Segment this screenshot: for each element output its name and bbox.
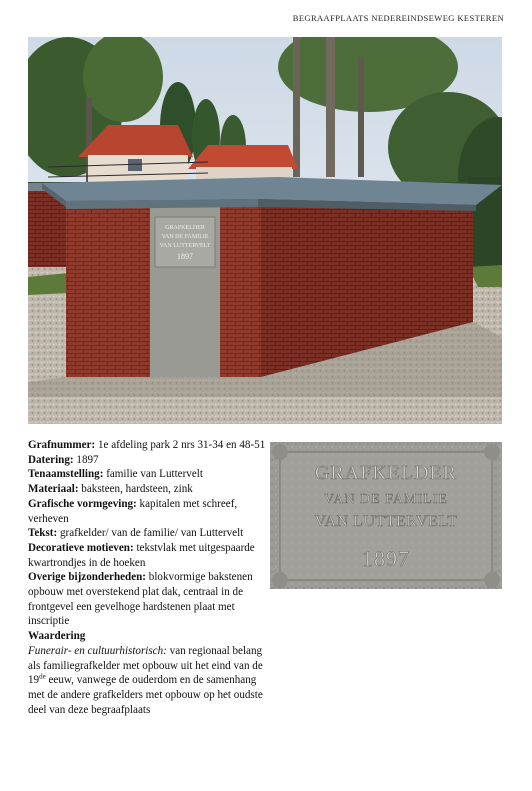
waardering-sup: de <box>39 672 46 681</box>
plate-line1: GRAFKELDER <box>165 225 205 231</box>
field-vormgeving <box>28 497 266 526</box>
field-materiaal <box>28 482 266 497</box>
label: Tekst: <box>28 527 58 540</box>
value: 1e afdeling park 2 nrs 31-34 en 48-51 <box>97 439 266 451</box>
plate-year: 1897 <box>177 252 193 261</box>
inset-photo-inscription <box>270 442 502 589</box>
value: grafkelder/ van de familie/ van Luttervelt <box>59 527 244 540</box>
waardering-text <box>28 644 266 718</box>
field-grafnummer <box>28 438 266 453</box>
plate-line3: VAN LUTTERVELT <box>159 243 211 249</box>
plate-line2: VAN DE FAMILIE <box>161 234 209 240</box>
label: Materiaal: <box>28 483 79 496</box>
label: Grafnummer: <box>28 439 96 451</box>
description-text <box>28 438 266 717</box>
inset-line1: GRAFKELDER <box>314 462 458 484</box>
value: baksteen, hardsteen, zink <box>81 483 193 496</box>
inset-line2: VAN DE FAMILIE <box>324 492 448 507</box>
running-header: BEGRAAFPLAATS NEDEREINDSEWEG KESTEREN <box>292 13 504 23</box>
value: familie van Luttervelt <box>106 468 203 481</box>
value: blokvormige bakstenen opbouw met overstekend plat dak, centraal in de frontgevel een gevelhoge hardstenen plaat met inscriptie <box>28 571 253 628</box>
field-motieven <box>28 541 266 570</box>
label: Grafische vormgeving: <box>28 497 137 510</box>
label: Datering: <box>28 453 74 466</box>
inset-line3: VAN LUTTERVELT <box>314 513 458 530</box>
waardering-text-a: van regionaal belang als familiegrafkelder met opbouw uit het eind van de 19 <box>28 644 263 687</box>
field-tenaamstelling <box>28 467 266 482</box>
inset-year: 1897 <box>362 546 410 571</box>
label: Overige bijzonderheden: <box>28 571 147 584</box>
value: 1897 <box>76 453 99 466</box>
field-overige <box>28 570 266 629</box>
waardering-text-b: eeuw, vanwege de ouderdom en de samenhang met de andere grafkelders met opbouw op het oudste deel van deze begraafplaats <box>28 674 263 716</box>
field-tekst <box>28 526 266 541</box>
waardering-label: Funerair- en cultuurhistorisch: <box>28 644 167 657</box>
field-datering <box>28 453 266 468</box>
label: Decoratieve motieven: <box>28 541 134 554</box>
main-photo-grafkelder <box>28 37 502 424</box>
value: kapitalen met schreef, verheven <box>28 497 238 525</box>
value: tekstvlak met uitgespaarde kwartrondjes in de hoeken <box>28 541 255 569</box>
waardering-heading: Waardering <box>28 630 86 643</box>
label: Tenaamstelling: <box>28 468 104 481</box>
